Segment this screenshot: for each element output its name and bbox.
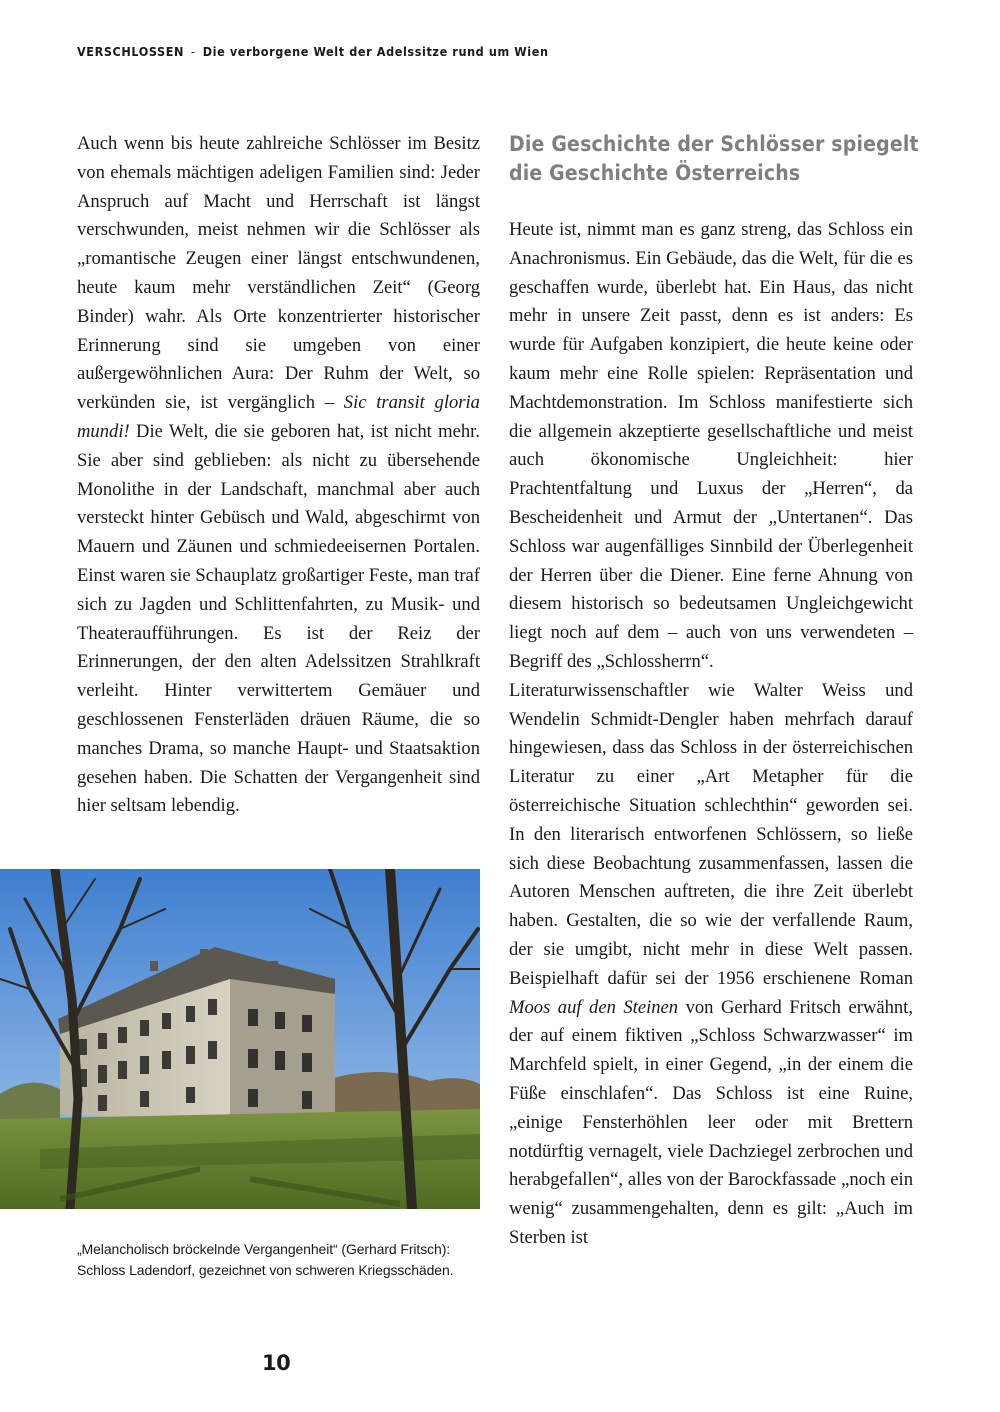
section-heading-line-2: die Geschichte Österreichs <box>509 161 801 185</box>
right-paragraph-2 <box>509 677 913 1253</box>
header-separator: - <box>191 44 196 59</box>
left-text-column <box>77 130 480 821</box>
left-text-part-1: Auch wenn bis heute zahlreiche Schlösser im Besitz von ehemals mächtigen adeligen Familien sind: Jeder Anspruch auf Macht und Herrschaft ist längst verschwunden, meist nehmen wir die Schlösser als „romantische Zeugen einer längst entschwundenen, heute kaum mehr verständlichen Zeit“ (Georg Binder) wahr. Als Orte konzentrierter historischer Erinnerung sind sie umgeben von einer außergewöhnlichen Aura: Der Ruhm der Welt, so verkünden sie, ist vergänglich – <box>77 133 480 414</box>
section-heading <box>509 130 929 188</box>
castle-photo <box>0 869 480 1209</box>
caption-line-2: Schloss Ladendorf, gezeichnet von schweren Kriegsschäden. <box>77 1262 454 1278</box>
right-p2-part-2: von Gerhard Fritsch erwähnt, der auf einem fiktiven „Schloss Schwarzwasser“ im Marchfeld spielt, in einer Gegend, „in der einem die Füße einschlafen“. Das Schloss ist eine Ruine, „einige Fensterhöhlen leer oder mit Brettern notdürftig vernagelt, viele Dachziegel zerbrochen und herabgefallen“, alles von der Barockfassade „noch ein wenig“ zusammengehalten, denn es gilt: „Auch im Sterben ist <box>509 996 913 1248</box>
header-subtitle: Die verborgene Welt der Adelssitze rund um Wien <box>202 44 549 59</box>
right-p2-part-1: Literaturwissenschaftler wie Walter Weiss und Wendelin Schmidt-Dengler haben mehrfach darauf hingewiesen, dass das Schloss in der österreichischen Literatur zu einer „Art Metapher für die österreichische Situation schlechthin“ geworden sei. In den literarisch entworfenen Schlössern, so ließe sich diese Beobachtung zusammenfassen, lassen die Autoren Menschen auftreten, die ihre Zeit überlebt haben. Gestalten, die so wie der verfallende Raum, der sie umgibt, nicht mehr in diese Welt passen. Beispielhaft dafür sei der 1956 erschienene Roman <box>509 679 913 989</box>
right-paragraph-1: Heute ist, nimmt man es ganz streng, das Schloss ein Anachronismus. Ein Gebäude, das die Welt, für die es geschaffen wurde, überlebt hat. Ein Haus, das nicht mehr in unsere Zeit passt, denn es ist anders: Es wurde für Aufgaben konzipiert, die heute keine oder kaum mehr eine Rolle spielen: Repräsentation und Machtdemonstration. Im Schloss manifestierte sich die allgemein akzeptierte gesellschaftliche und meist auch ökonomische Ungleichheit: hier Prachtentfaltung und Luxus der „Herren“, da Bescheidenheit und Armut der „Untertanen“. Das Schloss war augenfälliges Sinnbild der Überlegenheit der Herren über die Diener. Eine ferne Ahnung von diesem historisch so bedeutsamen Ungleichgewicht liegt noch auf dem – auch von uns verwendeten – Begriff des „Schlossherrn“. <box>509 219 913 672</box>
page-number: 10 <box>262 1351 291 1375</box>
right-text-column <box>509 216 913 1253</box>
castle-photo-illustration <box>0 869 480 1209</box>
novel-title: Moos auf den Steinen <box>509 996 679 1018</box>
caption-line-1: „Melancholisch bröckelnde Vergangenheit“ (Gerhard Fritsch): <box>77 1241 451 1257</box>
left-text-part-2: Die Welt, die sie geboren hat, ist nicht mehr. Sie aber sind geblieben: als nicht zu übersehende Monolithe in der Landschaft, manchmal aber auch versteckt hinter Gebüsch und Wald, abgeschirmt von Mauern und Zäunen und schmiedeeisernen Portalen. Einst waren sie Schauplatz großartiger Feste, man traf sich zu Jagden und Schlittenfahrten, zu Musik- und Theateraufführungen. Es ist der Reiz der Erinnerungen, der den alten Adelssitzen Strahlkraft verleiht. Hinter verwittertem Gemäuer und geschlossenen Fensterläden dräuen Räume, die so manches Drama, so manche Haupt- und Staatsaktion gesehen haben. Die Schatten der Vergangenheit sind hier seltsam lebendig. <box>77 420 480 817</box>
running-header <box>77 44 937 59</box>
latin-quote: Sic transit gloria mundi! <box>77 392 480 442</box>
header-title: VERSCHLOSSEN <box>77 44 185 59</box>
section-heading-line-1: Die Geschichte der Schlösser spiegelt <box>509 132 919 156</box>
photo-caption <box>77 1239 487 1281</box>
left-paragraph <box>77 130 480 821</box>
